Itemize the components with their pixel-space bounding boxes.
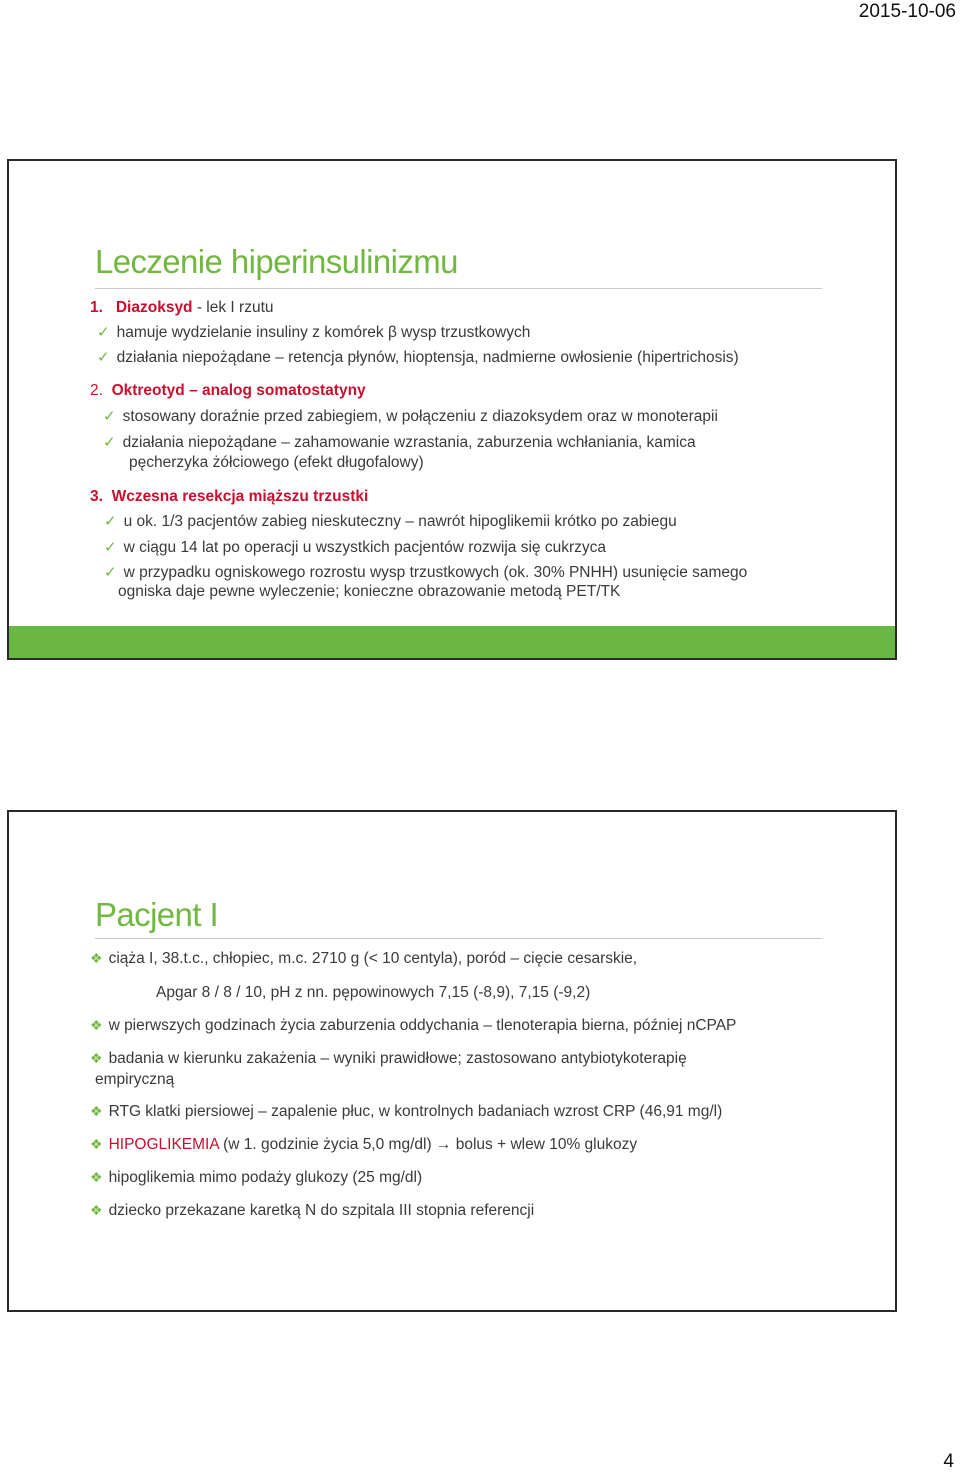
list-item: ✓ działania niepożądane – retencja płynów, hioptensja, nadmierne owłosienie (hipertrichosis)	[97, 349, 739, 366]
diamond-bullet-icon: ❖	[90, 1136, 103, 1152]
check-icon: ✓	[103, 408, 116, 425]
list-item: ✓ w przypadku ogniskowego rozrostu wysp trzustkowych (ok. 30% PNHH) usunięcie samego	[104, 564, 748, 581]
section-3-heading: 3. Wczesna resekcja miąższu trzustki	[90, 488, 369, 505]
page-number: 4	[943, 1451, 954, 1472]
check-icon: ✓	[97, 349, 110, 366]
header-date: 2015-10-06	[858, 1, 956, 22]
title-divider	[95, 938, 822, 939]
diamond-bullet-icon: ❖	[90, 1202, 103, 1218]
list-item: ❖ dziecko przekazane karetką N do szpitala III stopnia referencji	[90, 1202, 535, 1219]
section-2-heading: 2. Oktreotyd – analog somatostatyny	[90, 382, 366, 399]
hypoglycemia-highlight: HIPOGLIKEMIA	[108, 1136, 219, 1153]
list-item-continuation: Apgar 8 / 8 / 10, pH z nn. pępowinowych 7,15 (-8,9), 7,15 (-9,2)	[156, 984, 591, 1001]
slide-footer-bar	[9, 626, 895, 658]
list-item-continuation: empiryczną	[95, 1071, 175, 1088]
diamond-bullet-icon: ❖	[90, 1169, 103, 1185]
list-item: ❖ HIPOGLIKEMIA (w 1. godzinie życia 5,0 mg/dl) → bolus + wlew 10% glukozy	[90, 1136, 638, 1153]
list-item-continuation: pęcherzyka żółciowego (efekt długofalowy)	[129, 454, 424, 471]
list-item: ❖ w pierwszych godzinach życia zaburzenia oddychania – tlenoterapia bierna, później nCPAP	[90, 1017, 737, 1034]
slide-title: Pacjent I	[95, 896, 219, 933]
check-icon: ✓	[104, 564, 117, 581]
diamond-bullet-icon: ❖	[90, 1103, 103, 1119]
diamond-bullet-icon: ❖	[90, 950, 103, 966]
drug-name: Diazoksyd	[115, 299, 193, 316]
diamond-bullet-icon: ❖	[90, 1017, 103, 1033]
slide-patient	[7, 810, 897, 1312]
list-item: ❖ RTG klatki piersiowej – zapalenie płuc, w kontrolnych badaniach wzrost CRP (46,91 mg/l)	[90, 1103, 723, 1120]
check-icon: ✓	[104, 539, 117, 556]
list-item: ✓ działania niepożądane – zahamowanie wzrastania, zaburzenia wchłaniania, kamica	[103, 434, 696, 451]
check-icon: ✓	[103, 434, 116, 451]
list-item: ✓ stosowany doraźnie przed zabiegiem, w połączeniu z diazoksydem oraz w monoterapii	[103, 408, 718, 425]
check-icon: ✓	[104, 513, 117, 530]
title-divider	[95, 288, 822, 289]
list-item: ✓ w ciągu 14 lat po operacji u wszystkich pacjentów rozwija się cukrzyca	[104, 539, 607, 556]
list-item: ❖ badania w kierunku zakażenia – wyniki prawidłowe; zastosowano antybiotykoterapię	[90, 1050, 687, 1067]
list-item-continuation: ogniska daje pewne wyleczenie; konieczne obrazowanie metodą PET/TK	[118, 583, 621, 600]
check-icon: ✓	[97, 324, 110, 341]
list-item: ❖ ciąża I, 38.t.c., chłopiec, m.c. 2710 g (< 10 centyla), poród – cięcie cesarskie,	[90, 950, 638, 967]
list-item: ✓ hamuje wydzielanie insuliny z komórek β wysp trzustkowych	[97, 324, 531, 341]
slide-title: Leczenie hiperinsulinizmu	[95, 243, 458, 280]
slide-treatment	[7, 159, 897, 660]
list-item: ❖ hipoglikemia mimo podaży glukozy (25 mg/dl)	[90, 1169, 423, 1186]
list-item: ✓ u ok. 1/3 pacjentów zabieg nieskuteczny – nawrót hipoglikemii krótko po zabiegu	[104, 513, 677, 530]
section-1-heading: 1. Diazoksyd - lek I rzutu	[90, 299, 274, 316]
diamond-bullet-icon: ❖	[90, 1050, 103, 1066]
